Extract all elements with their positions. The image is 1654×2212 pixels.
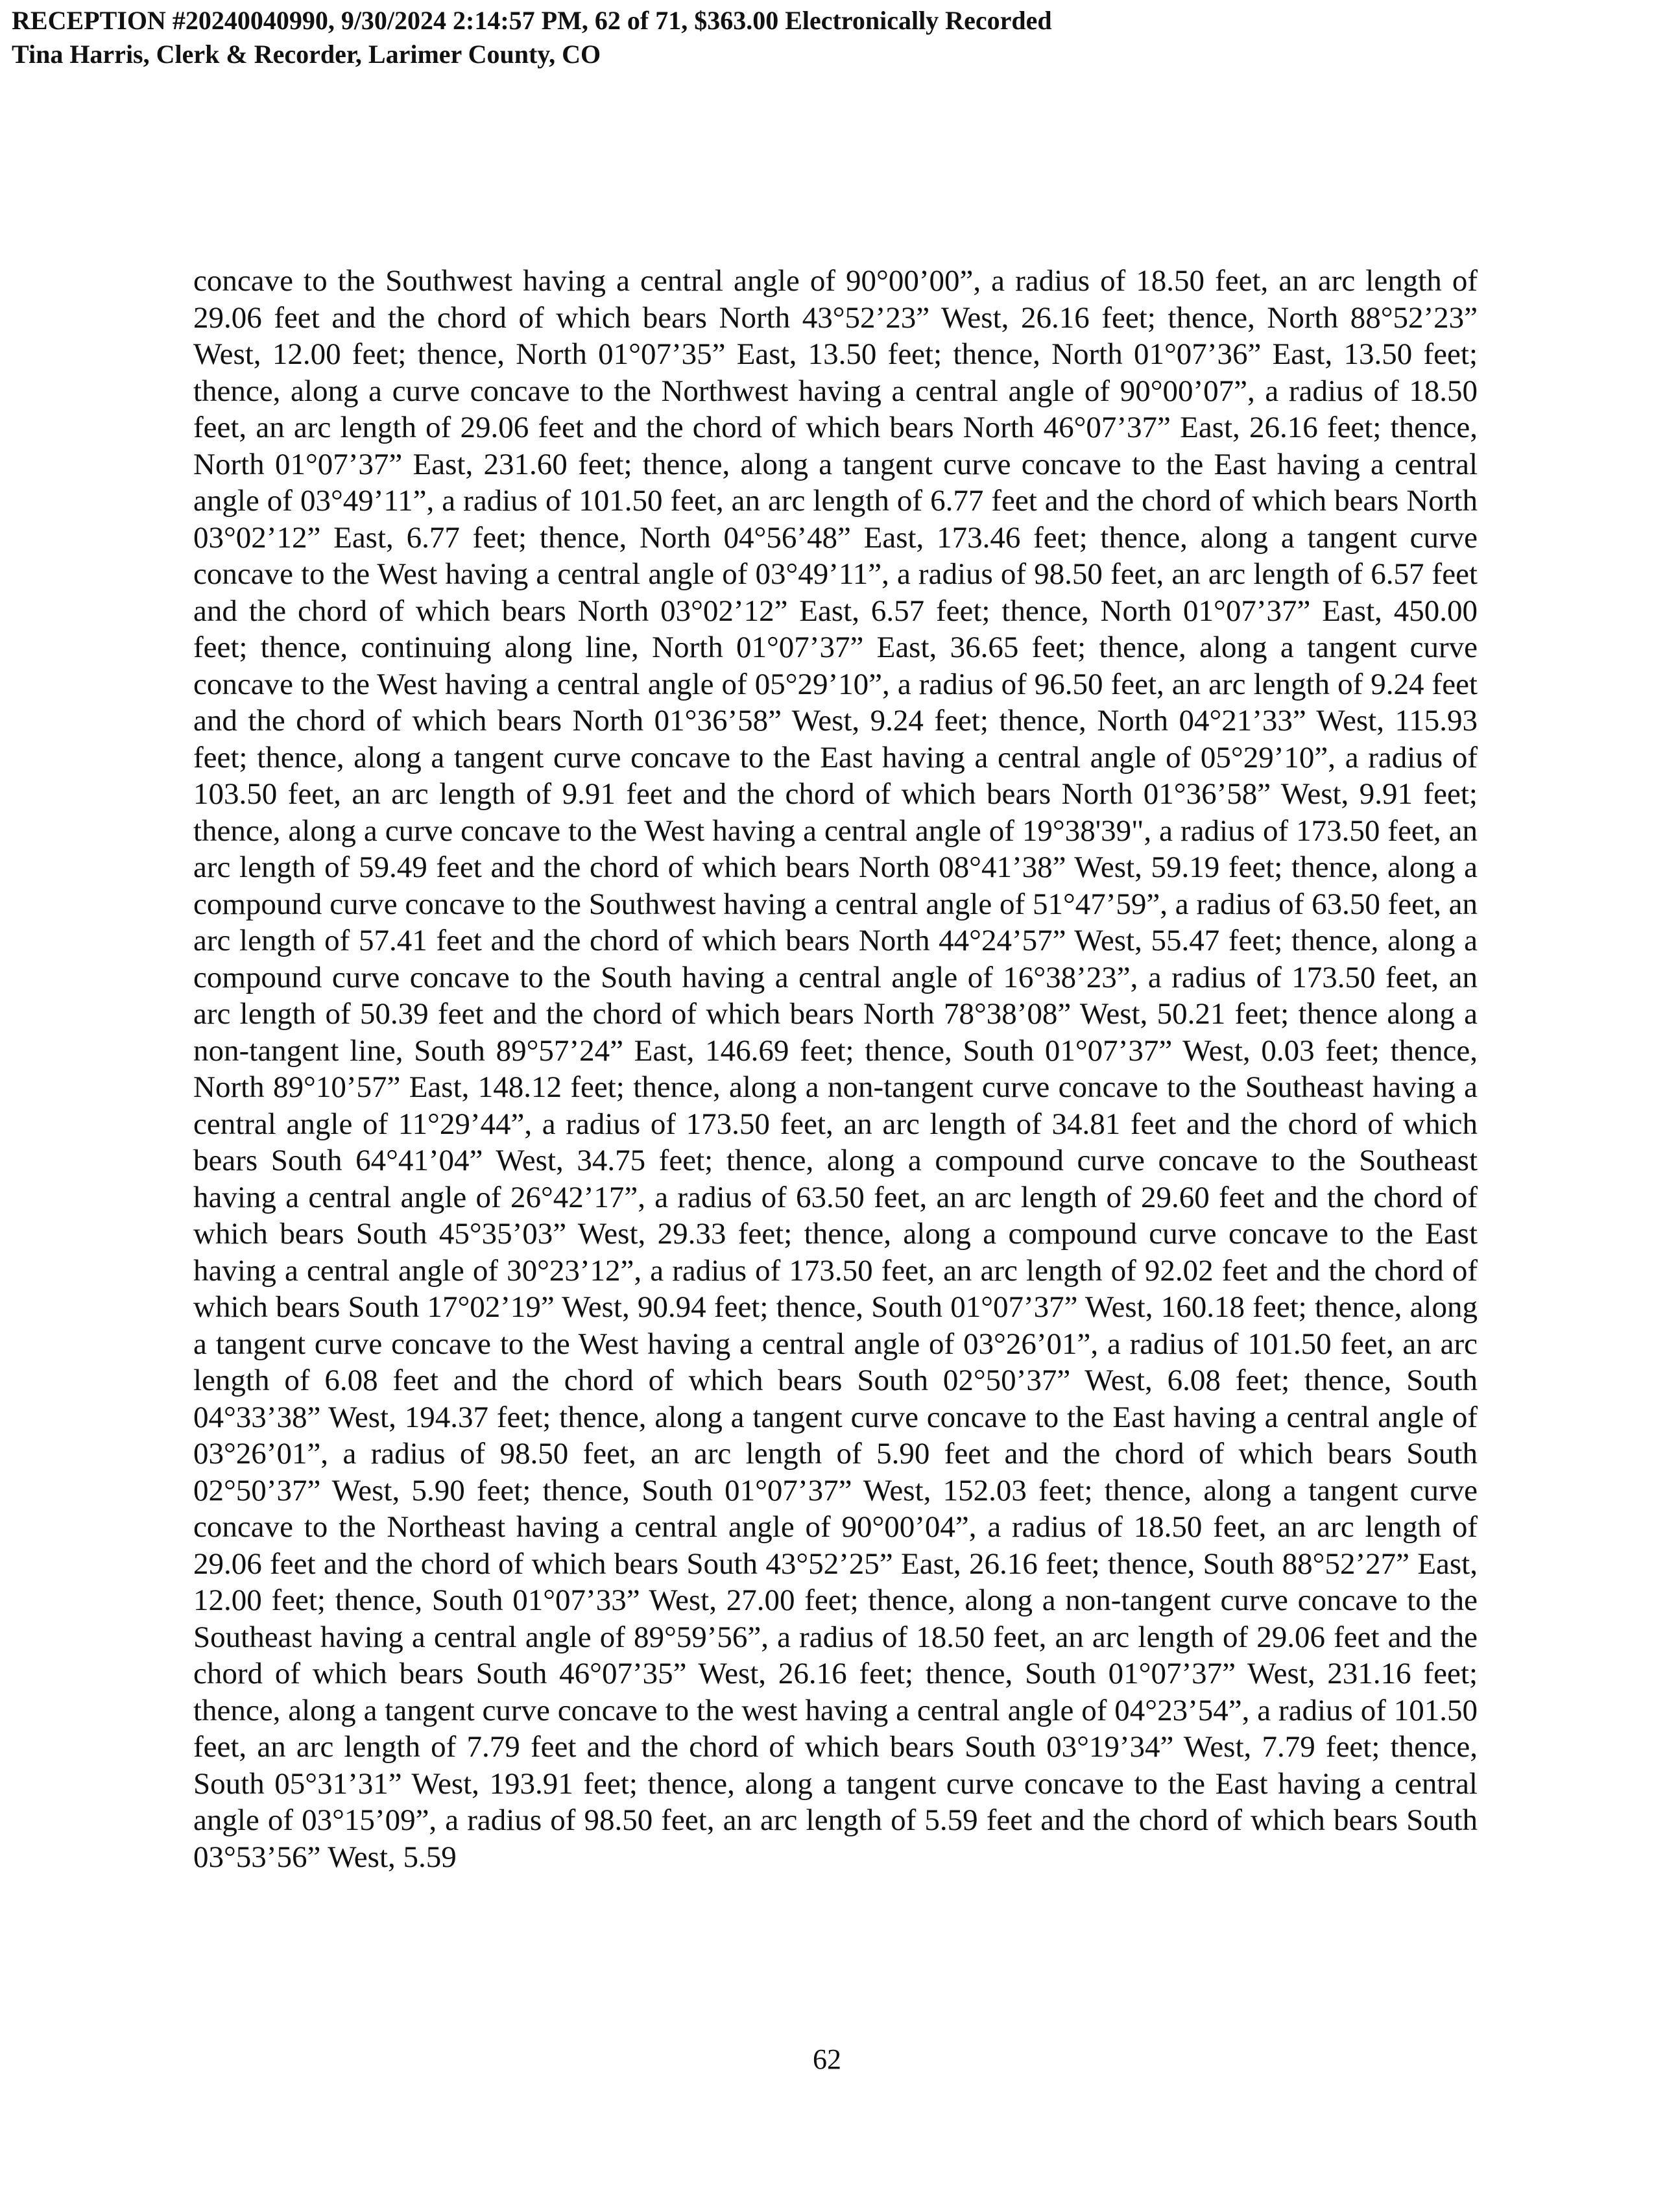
legal-description-text: concave to the Southwest having a central angle of 90°00’00”, a radius of 18.50 feet, an arc length of 29.06 feet and the chord of which bears North 43°52’23” West, 26.16 feet; thence, North 88°52’23” West, 12.00 feet; thence, North 01°07’35” East, 13.50 feet; thence, North 01°07’36” East, 13.50 feet; thence, along a curve concave to the Northwest having a central angle of 90°00’07”, a radius of 18.50 feet, an arc length of 29.06 feet and the chord of which bears North 46°07’37” East, 26.16 feet; thence, North 01°07’37” East, 231.60 feet; thence, along a tangent curve concave to the East having a central angle of 03°49’11”, a radius of 101.50 feet, an arc length of 6.77 feet and the chord of which bears North 03°02’12” East, 6.77 feet; thence, North 04°56’48” East, 173.46 feet; thence, along a tangent curve concave to the West having a central angle of 03°49’11”, a radius of 98.50 feet, an arc length of 6.57 feet and the chord of which bears North 03°02’12” East, 6.57 feet; thence, North 01°07’37” East, 450.00 feet; thence, continuing along line, North 01°07’37” East, 36.65 feet; thence, along a tangent curve concave to the West having a central angle of 05°29’10”, a radius of 96.50 feet, an arc length of 9.24 feet and the chord of which bears North 01°36’58” West, 9.24 feet; thence, North 04°21’33” West, 115.93 feet; thence, along a tangent curve concave to the East having a central angle of 05°29’10”, a radius of 103.50 feet, an arc length of 9.91 feet and the chord of which bears North 01°36’58” West, 9.91 feet; thence, along a curve concave to the West having a central angle of 19°38'39", a radius of 173.50 feet, an arc length of 59.49 feet and the chord of which bears North 08°41’38” West, 59.19 feet; thence, along a compound curve concave to the Southwest having a central angle of 51°47’59”, a radius of 63.50 feet, an arc length of 57.41 feet and the chord of which bears North 44°24’57” West, 55.47 feet; thence, along a compound curve concave to the South having a central angle of 16°38’23”, a radius of 173.50 feet, an arc length of 50.39 feet and the chord of which bears North 78°38’08” West, 50.21 feet; thence along a non-tangent line, South 89°57’24” East, 146.69 feet; thence, South 01°07’37” West, 0.03 feet; thence, North 89°10’57” East, 148.12 feet; thence, along a non-tangent curve concave to the Southeast having a central angle of 11°29’44”, a radius of 173.50 feet, an arc length of 34.81 feet and the chord of which bears South 64°41’04” West, 34.75 feet; thence, along a compound curve concave to the Southeast having a central angle of 26°42’17”, a radius of 63.50 feet, an arc length of 29.60 feet and the chord of which bears South 45°35’03” West, 29.33 feet; thence, along a compound curve concave to the East having a central angle of 30°23’12”, a radius of 173.50 feet, an arc length of 92.02 feet and the chord of which bears South 17°02’19” West, 90.94 feet; thence, South 01°07’37” West, 160.18 feet; thence, along a tangent curve concave to the West having a central angle of 03°26’01”, a radius of 101.50 feet, an arc length of 6.08 feet and the chord of which bears South 02°50’37” West, 6.08 feet; thence, South 04°33’38” West, 194.37 feet; thence, along a tangent curve concave to the East having a central angle of 03°26’01”, a radius of 98.50 feet, an arc length of 5.90 feet and the chord of which bears South 02°50’37” West, 5.90 feet; thence, South 01°07’37” West, 152.03 feet; thence, along a tangent curve concave to the Northeast having a central angle of 90°00’04”, a radius of 18.50 feet, an arc length of 29.06 feet and the chord of which bears South 43°52’25” East, 26.16 feet; thence, South 88°52’27” East, 12.00 feet; thence, South 01°07’33” West, 27.00 feet; thence, along a non-tangent curve concave to the Southeast having a central angle of 89°59’56”, a radius of 18.50 feet, an arc length of 29.06 feet and the chord of which bears South 46°07’35” West, 26.16 feet; thence, South 01°07’37” West, 231.16 feet; thence, along a tangent curve concave to the west having a central angle of 04°23’54”, a radius of 101.50 feet, an arc length of 7.79 feet and the chord of which bears South 03°19’34” West, 7.79 feet; thence, South 05°31’31” West, 193.91 feet; thence, along a tangent curve concave to the East having a central angle of 03°15’09”, a radius of 98.50 feet, an arc length of 5.59 feet and the chord of which bears South 03°53’56” West, 5.59 bbox=[193, 264, 1478, 1874]
page-number: 62 bbox=[813, 2043, 841, 2075]
reception-line: RECEPTION #20240040990, 9/30/2024 2:14:57 PM, 62 of 71, $363.00 Electronically Recorded bbox=[12, 6, 1052, 35]
clerk-line: Tina Harris, Clerk & Recorder, Larimer County, CO bbox=[12, 40, 601, 69]
recording-stamp bbox=[12, 4, 1052, 71]
